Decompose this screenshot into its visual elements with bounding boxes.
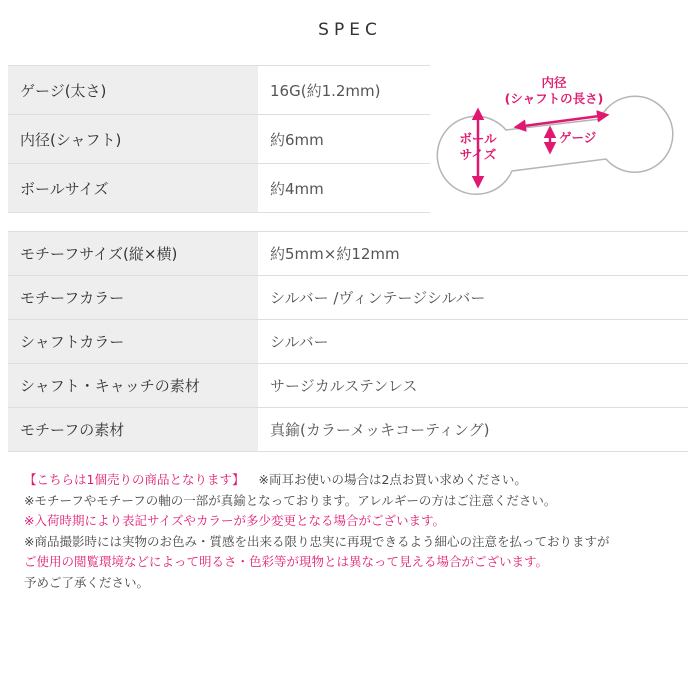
spec-value: サージカルステンレス	[258, 364, 688, 408]
photo-note: ※商品撮影時には実物のお色み・質感を出来る限り忠実に再現できるよう細心の注意を払っておりますが	[24, 533, 610, 549]
spec-value: 約6mm	[258, 115, 430, 164]
spec-label: ボールサイズ	[8, 164, 258, 213]
single-sale-note: 【こちらは1個売りの商品となります】	[24, 472, 245, 487]
spec-label: モチーフカラー	[8, 276, 258, 320]
gauge-label: ゲージ	[559, 130, 597, 145]
spec-table-basic	[8, 65, 430, 213]
spec-row-gauge	[8, 66, 430, 115]
brass-note: ※モチーフやモチーフの軸の一部が真鍮となっております。アレルギーの方はご注意ください。	[24, 492, 557, 508]
spec-row-shaft-material	[8, 364, 688, 408]
spec-row-motif-material	[8, 408, 688, 452]
spec-label: シャフト・キャッチの素材	[8, 364, 258, 408]
spec-value: 真鍮(カラーメッキコーティング)	[258, 408, 688, 452]
spec-title: SPEC	[318, 20, 382, 40]
ball-size-sublabel: サイズ	[459, 147, 497, 162]
spec-label: シャフトカラー	[8, 320, 258, 364]
spec-label: 内径(シャフト)	[8, 115, 258, 164]
spec-value: 約5mm×約12mm	[258, 232, 688, 276]
note-line	[24, 470, 694, 491]
inner-diameter-label: 内径	[541, 75, 567, 90]
pair-note: ※両耳お使いの場合は2点お買い求めください。	[258, 472, 527, 487]
inner-diameter-sublabel: (シャフトの長さ)	[504, 91, 604, 106]
change-note: ※入荷時期により表記サイズやカラーが多少変更となる場合がございます。	[24, 513, 445, 528]
display-note: ご使用の閲覧環境などによって明るさ・色彩等が現物とは異なって見える場合がございます。	[24, 554, 549, 569]
spec-value: シルバー	[258, 320, 688, 364]
spec-row-shaft-color	[8, 320, 688, 364]
notes-section	[24, 470, 694, 593]
ball-size-label: ボール	[459, 131, 497, 146]
spec-row-ball-size	[8, 164, 430, 213]
spec-value: 約4mm	[258, 164, 430, 213]
spec-row-motif-size	[8, 232, 688, 276]
spec-label: ゲージ(太さ)	[8, 66, 258, 115]
barbell-diagram	[430, 70, 700, 200]
spec-row-motif-color	[8, 276, 688, 320]
spec-value: 16G(約1.2mm)	[258, 66, 430, 115]
spec-row-inner-diameter	[8, 115, 430, 164]
spec-label: モチーフサイズ(縦×横)	[8, 232, 258, 276]
spec-label: モチーフの素材	[8, 408, 258, 452]
spec-value: シルバー /ヴィンテージシルバー	[258, 276, 688, 320]
understand-note: 予めご了承ください。	[24, 574, 150, 590]
spec-table-motif	[8, 231, 688, 452]
